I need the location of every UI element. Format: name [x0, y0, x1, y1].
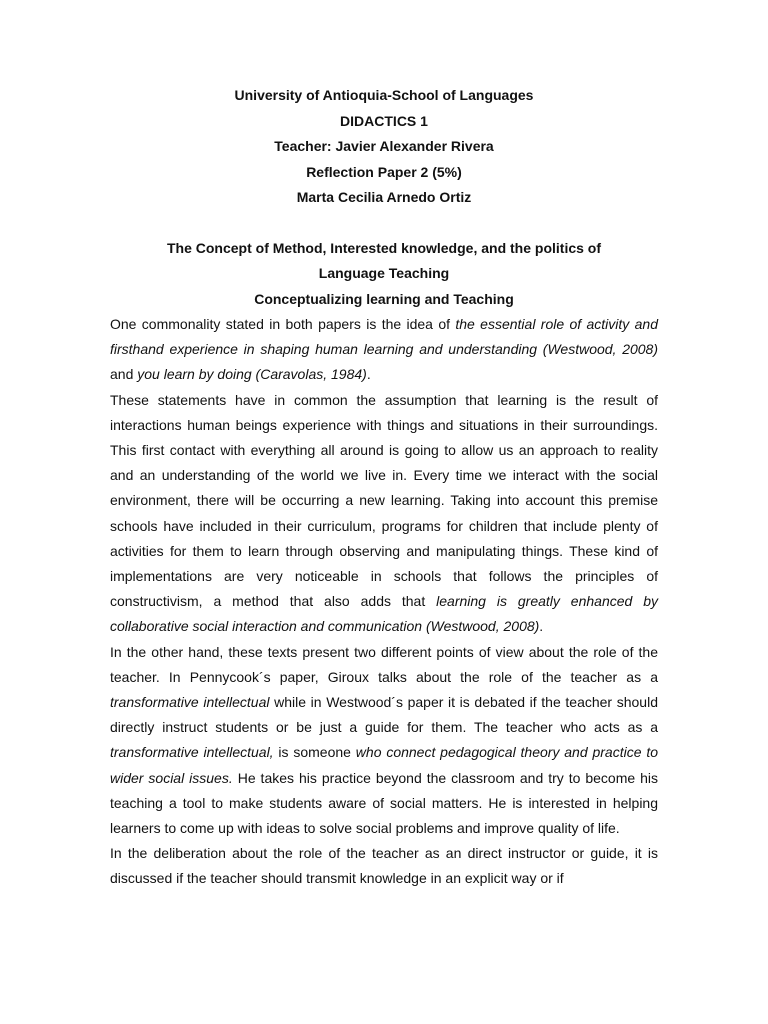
paragraph-3-term-1: transformative intellectual	[110, 694, 270, 711]
paragraph-1-quote-1: the essential role of activity and firsthand experience in shaping human learning and understanding (Westwood, 2008)	[110, 316, 658, 358]
paragraph-3-text-4: He takes his practice beyond the classroom and try to become his teaching a tool to make students aware of social matters. He is interested in helping learners to come up with ideas to solve social problems and improve quality of life.	[110, 769, 658, 837]
section-heading: Conceptualizing learning and Teaching	[254, 290, 514, 307]
assignment-name: Reflection Paper 2 (5%)	[306, 163, 462, 180]
paragraph-3-text: In the other hand, these texts present two different points of view about the role of the teacher. In Pennycook´s paper, Giroux talks about the role of the teacher as a	[110, 643, 658, 685]
teacher-name: Teacher: Javier Alexander Rivera	[274, 138, 494, 154]
paragraph-1-text: One commonality stated in both papers is the idea of	[110, 316, 456, 332]
author-name: Marta Cecilia Arnedo Ortiz	[296, 189, 472, 205]
university-name: University of Antioquia-School of Languages	[234, 87, 534, 103]
paragraph-3-term-2: transformative intellectual,	[110, 744, 274, 761]
paper-title-line-2: Language Teaching	[318, 265, 450, 281]
paragraph-1	[110, 312, 658, 388]
paragraph-1-quote-2: you learn by doing (Caravolas, 1984)	[137, 366, 367, 383]
paragraph-4-text: In the deliberation about the role of the teacher as an direct instructor or guide, it is discussed if the teacher should transmit knowledge in an explicit way or if	[110, 845, 658, 887]
paragraph-3-text-2: while in Westwood´s paper it is debated if the teacher should directly instruct students or be just a guide for them. The teacher who acts as a	[110, 694, 658, 736]
paragraph-3-text-3: is someone	[273, 744, 356, 761]
document-header	[110, 83, 658, 211]
paragraph-4	[110, 841, 658, 891]
paragraph-2-end: .	[539, 618, 544, 635]
paper-title-line-1: The Concept of Method, Interested knowledge, and the politics of	[166, 239, 602, 256]
paragraph-3	[110, 640, 658, 842]
paragraph-1-end: .	[366, 366, 371, 383]
paragraph-3-quote: who connect pedagogical theory and practice to wider social issues.	[110, 744, 658, 786]
course-name: DIDACTICS 1	[340, 112, 428, 129]
paragraph-2-quote: learning is greatly enhanced by collaborative social interaction and communication (Westwood, 2008)	[110, 593, 658, 635]
paragraph-2-text: These statements have in common the assumption that learning is the result of interactions human beings experience with things and situations in their surroundings. This first contact with everything all around is going to allow us an approach to reality and an understanding of the world we live in. Every time we interact with the social environment, there will be occurring a new learning. Taking into account this premise schools have included in their curriculum, programs for children that include plenty of activities for them to learn through observing and manipulating things. These kind of implementations are very noticeable in schools that follows the principles of constructivism, a method that also adds that	[110, 391, 658, 610]
paragraph-1-text-2: and	[110, 366, 138, 383]
paper-title-block	[110, 236, 658, 313]
header-spacer	[110, 211, 658, 236]
paragraph-2	[110, 388, 658, 640]
